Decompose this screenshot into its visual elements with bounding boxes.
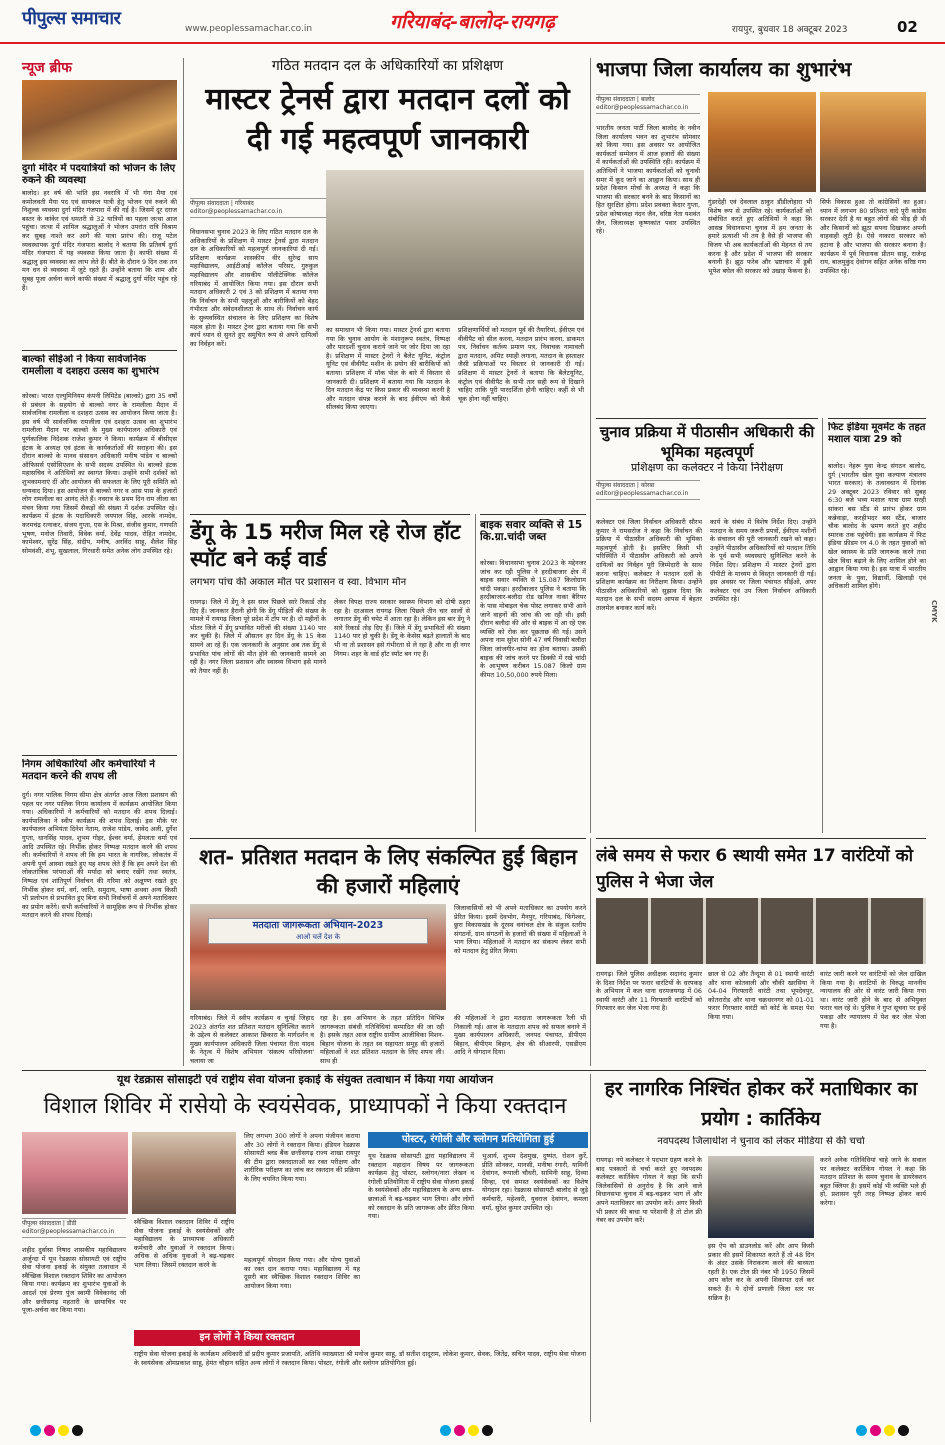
trainers-place: गरियाबंद <box>234 200 254 207</box>
black-dot <box>898 1425 909 1436</box>
donors-bar: इन लोगों ने किया रक्तदान <box>134 1330 360 1346</box>
dateline: रायपुर, बुधवार 18 अक्टूबर 2023 <box>732 25 848 35</box>
poster-col-1: यूथ रेडक्रास सोसायटी द्वारा महाविद्यालय में रक्तदान महादान विषय पर जागरूकता कार्यक्रम हेतु पोस्टर, स्लोगन/नारा लेखन व रंगोली प्रतियोगिता में राष्ट्रीय सेवा योजना इकाई के स्वयंसेवकों और महाविद्यालय के अन्य छात्र-छात्राओं ने बढ़-चढ़कर भाग लिया। और लोगों को रक्तदान के प्रति जागरूक और प्रेरित किया गया। <box>368 1152 474 1221</box>
magenta-dot <box>44 1425 55 1436</box>
trainers-col-2: का समाधान भी किया गया। मास्टर ट्रेनर्स द्वारा बताया गया कि चुनाव आयोग के मंशानुरूप स्वतंत्र, निष्पक्ष और पारदर्शी चुनाव कराये जाने पर जोर दिया जा रहा है। प्रशिक्षण में मास्टर ट्रेनरों ने बैलेट यूनिट, कंट्रोल यूनिट एवं वीवीपैट मशीन के प्रयोग की बारीकियों को बताया। प्रशिक्षण में मॉक पोल के बारे में विस्तार से जानकारी दी। प्रशिक्षण में बताया गया कि मतदान के दिन मतदान केंद्र पर किस प्रकार की व्यवस्था करनी है और मतदान संपन्न कराने के बाद ईवीएम को कैसे सीलबंद किया जाएगा। <box>326 326 450 412</box>
cmyk-mark-center <box>440 1425 496 1436</box>
warrants-col-2: छाल से 02 और तैन्दूमा से 01 स्थायी वारंटी और थाना कोतवाली और चौकी खरसिया ने 04-04 गिरफ्तारी वारंटी तथा भूपदेवपुर, कोतरारोड और थाना चक्रधरनगर को 01-01 फरार गिरफ्तार वारंटी को कोर्ट के समक्ष पेश किया गया। <box>708 970 814 1021</box>
website: www.peoplessamachar.co.in <box>185 24 313 34</box>
masthead-rule <box>0 42 945 44</box>
blood-col-4: महत्वपूर्ण योगदान किया गया। और योग्य युवाओं का रक्त दान कराया गया। महाविद्यालय में यह दूसरी बार स्वैच्छिक विशाल रक्तदान शिविर का आयोजन किया गया। <box>244 1256 360 1290</box>
women-warrants-rule <box>590 838 591 1066</box>
warrants-photo-strip <box>596 898 926 964</box>
yellow-dot <box>58 1425 69 1436</box>
presiding-place: कोरबा <box>640 482 655 489</box>
bike-text: कोरबा। विधानसभा चुनाव 2023 के मद्देनजर जांच कर रही पुलिस ने हरदीबाजार क्षेत्र में बाइक सवार व्यक्ति से 15.087 किलोग्राम चांदी पकड़ा। हरदीबाजार पुलिस ने बताया कि हरदीबाजार-बलौदा रोड खनिज नाका बैरियर के पास मोबाइल चेक पोस्ट लगाकर सभी आने जाने वाहनों की जांच की जा रही थी। इसी दौरान बलौदा की ओर से बाइक में आ रहे एक व्यक्ति को रोक कर पूछताछ की गई। उसने अपना नाम सुरेश सोनी 47 वर्ष निवासी बलौदा जिला जांजगीर-चांपा का होना बताया। उसकी बाइक की जांच करने पर डिक्की में रखे चांदी के आभूषण करीबन 15.087 किलो ग्राम कीमत 10,50,000 रुपये मिला। <box>480 559 586 679</box>
blood-col-2: स्वैच्छिक विशाल रक्तदान शिविर में राष्ट्रीय सेवा योजना इकाई के स्वयंसेवकों और महाविद्यालय के प्राध्यापक अधिकारी कर्मचारी और युवाओं ने रक्तदान किया। अधिक से अधिक युवाओं ने बढ़-चढ़कर भाग लिया। जिसमें रक्तदान करने के <box>134 1218 234 1269</box>
story-trainers <box>190 58 585 508</box>
bjp-col-2: गुंडरदेही एवं देवलाल ठाकुर डौंडीलोहारा भी विशेष रूप से उपस्थित रहे। कार्यकर्ताओं को संबोधित करते हुए अतिथियों ने कहा कि आसन्न विधानसभा चुनाव में हम जनता के हमारे प्रत्याशी भी तय है वैसे ही भाजपा की विजय भी अब कार्यकर्ताओं की मेहनत से तय करना है और प्रदेश में भाजपा की सरकार बनानी है। झूठ फरेब और भ्रष्टाचार में डूबी भूपेश बघेल की सरकार को उखाड़ फेंकना है। <box>708 198 812 275</box>
blood-headline: विशाल शिविर में रासेयो के स्वयंसेवक, प्राध्यापकों ने किया रक्तदान <box>43 1094 567 1119</box>
fitindia-text: बालोद। नेहरू युवा केन्द्र संगठन बालोद, दुर्ग (भारतीय खेल युवा कल्याण मंत्रालय भारत सरकार) के तत्वावधान में दिनांक 29 अक्टूबर 2023 रविवार को सुबह 6:30 बजे भव्य मशाल यात्रा ग्राम सरही सांकरा बस स्टैंड से प्रारंभ होकर ग्राम कन्नेवाड़ा, करहीभदर बस स्टैंड, बाजार चौक बालोद के भ्रमण करते हुए शहीद स्मारक तक पहुंचेगी। इस कार्यक्रम में फिट इंडिया फ्रीडम रन 4.0 के तहत युवाओं को खेल स्वास्थ्य के प्रति जागरूक करने तथा खेल विधा बढ़ाने के लिए शामिल होने का आह्वान किया गया है। इस यात्रा में भारतीय जनता के युवा, विद्यार्थी, खिलाड़ी एवं अधिकारी शामिल होंगे। <box>828 462 926 591</box>
story-warrants <box>596 838 926 1066</box>
black-dot <box>72 1425 83 1436</box>
women-top-rule <box>190 838 586 839</box>
blood-collector-rule <box>590 1074 591 1422</box>
cmyk-mark-right <box>856 1425 912 1436</box>
presiding-top-rule <box>596 418 818 419</box>
logo-text: पीपुल्स समाचार <box>22 8 121 29</box>
trainers-col-1: विधानसभा चुनाव 2023 के लिए गठित मतदान दल के अधिकारियों के प्रशिक्षण में मास्टर ट्रेनर्स द्वारा मतदान दल के अधिकारियों को महत्वपूर्ण जानकारियां दी गई। प्रशिक्षण कार्यक्रम शासकीय वीर सुरेन्द्र साय महाविद्यालय, आईटीआई कॉलेज परिसर, गुरुकुल महाविद्यालय और शासकीय पॉलीटेक्निक कॉलेज गरियाबंद में आयोजित किया गया। इस दौरान सभी मतदान अधिकारी 2 एवं 3 को प्रशिक्षण में बताया गया कि निर्वाचन के सभी पहलुओं और बारीकियों को बेहद गंभीरता और संवेदनशीलता के साथ लें। निर्वाचन कार्य के सुव्यवस्थित संचालन के लिए प्रशिक्षण का विशेष महत्व होता है। मास्टर ट्रेनर द्वारा बताया गया कि सभी कार्य ध्यान से सुनते हुए समुचित रूप से अपने दायित्वों का निर्वहन करें। <box>190 228 318 348</box>
bjp-photo-2 <box>820 92 926 192</box>
collector-col-2: इस ऐप को डाउनलोड करें और आप किसी प्रकार की इसमें शिकायत करते हैं तो 48 दिन के अंदर उसके निराकरण करने की बाध्यता रहती है। एक टोल फ्री नंबर भी 1950 जिसमें आप कॉल कर के अपनी शिकायत दर्ज कर सकते हैं। ये दोनों प्रणाली जिला स्तर पर सक्रिय है। <box>708 1242 814 1302</box>
dengue-subhead: लगभग पांच की अकाल मौत पर प्रशासन व स्वा. विभाग मौन <box>190 577 407 588</box>
bjp-col-3: सिर्फ विकास हुआ तो कांग्रेसियों का हुआ। ध्यान में लगभग 80 प्रतिशत वादे पूरी कांग्रेस सरकार देती है या बहुत लोगों की भीड़ ही थी और किसानों को झूठा सपना दिखाकर अपनी वाहवाही लूटी है। ऐसे नाकारा सरकार को हटाना है और भाजपा की सरकार बनाना है। कार्यक्रम में पूर्व विधायक प्रीतम साहू, राजेन्द्र राय, बालमुकुंद देवांगन सहित अनेक वरिष्ठ गण उपस्थित रहे। <box>820 198 926 275</box>
story-bjp <box>596 58 926 413</box>
right-column-rule <box>822 418 823 833</box>
cyan-dot <box>440 1425 451 1436</box>
black-dot <box>482 1425 493 1436</box>
page-number: 02 <box>897 18 918 36</box>
collector-headline: हर नागरिक निश्चिंत होकर करें मताधिकार का प्रयोग : कार्तिकेय <box>604 1078 918 1130</box>
trainers-email: editor@peoplessamachar.co.in <box>190 208 283 215</box>
blood-photo-2 <box>132 1132 236 1214</box>
news-brief-label: न्यूज ब्रीफ <box>22 60 72 76</box>
women-photo <box>190 904 446 1010</box>
blood-byline: पीपुल्स संवाददाता | डौंडी editor@peoplessamachar.co.in <box>22 1218 126 1238</box>
warrants-headline: लंबे समय से फरार 6 स्थायी समेत 17 वारंटियों को पुलिस ने भेजा जेल <box>596 846 914 892</box>
bjp-photo-1 <box>708 92 816 192</box>
left-column-rule <box>183 58 184 1066</box>
cmyk-side-label: CMYK <box>930 600 938 623</box>
story-blood <box>22 1074 588 1422</box>
bjp-email: editor@peoplessamachar.co.in <box>596 104 689 111</box>
story-bike <box>480 514 586 832</box>
presiding-col-1: कलेक्टर एवं जिला निर्वाचन अधिकारी सौरभ कुमार ने रामसरोज ने कहा कि निर्वाचन की प्रक्रिया में पीठासीन अधिकारी की भूमिका महत्वपूर्ण होती है। इसलिए किसी भी परिस्थिति में पीठासीन अधिकारी को अपने दायित्वों का निर्वहन पूरी जिम्मेदारी के साथ करना चाहिए। कलेक्टर ने मतदान दलों के प्रशिक्षण कार्यक्रम का निरीक्षण किया। उन्होंने पीठासीन अधिकारियों को सुझाव दिया कि मतदान दल के सभी सदस्य आपस में बेहतर तालमेल बनाकर कार्य करें। <box>596 518 702 612</box>
dengue-col-1: रायगढ़। जिले में डेंगू ने इस साल पिछले सारे रिकार्ड तोड़ दिए हैं। जानकार हैरानी होगी कि डेंगू पीड़ितों की संख्या के मामले में रायगढ़ जिला पूरे प्रदेश में टॉप पर है। दो महीनों के भीतर जिले में डेंगू प्रभावित मरीजों की संख्या 1140 पार कर चुकी है। जिले में औसतन हर दिन डेंगू के 15 केस सामने आ रहे हैं। एक जानकारी के अनुसार अब तक डेंगू से प्रभावित पांच लोगों की मौत होने की जानकारी सामने आ रही है। नगर जिला प्रशासन और स्वास्थ्य विभाग इसे मानने को तैयार नहीं हैं। <box>190 598 326 675</box>
news-brief-column <box>22 58 177 1066</box>
warrants-top-rule <box>596 838 926 839</box>
warrants-col-3: वारंट जारी करने पर वारंटियों को जेल दाखिल किया गया है। वारंटियों के विरुद्ध माननीय न्यायालय की ओर से वारंट जारी किया गया था। वारंट जारी होने के बाद से अभियुक्त फरार चल रहे थे। पुलिस ने गुप्त सूचना पर इन्हें पकड़ा और न्यायालय में पेश कर जेल भेजा गया है। <box>820 970 926 1030</box>
trainers-photo <box>326 170 584 320</box>
women-col-3: जिलावासियों को भी अपने मताधिकार का उपयोग करने प्रेरित किया। इसमें देवभोग, मैनपुर, गरियाबंद, फिंगेश्वर, छुरा विकासखंड के दूरस्थ वनांचल क्षेत्र के संकुल स्तरीय संगठनों, ग्राम संगठनों के हजारों की संख्या में महिलाओं ने भाग लिया। महिलाओं ने मतदान का संकल्प लेकर सभी को मतदान हेतु प्रेरित किया। <box>454 904 586 955</box>
center-column-rule <box>590 58 591 833</box>
cyan-dot <box>856 1425 867 1436</box>
story-collector <box>596 1074 926 1422</box>
women-banner-text: मतदाता जागरूकता अभियान-2023 <box>252 920 384 931</box>
blood-email: editor@peoplessamachar.co.in <box>22 1228 115 1235</box>
women-col-4: की महिलाओं ने द्वारा मतदाता जागरूकता रैली भी निकाली गई। आज के मतदाता शपथ को सफल बनाने में मुख्य कार्यपालन अधिकारी, जनपद पंचायत, डीपीएम बिहान, बीपीएम बिहान, क्षेत्र की सीआरपी, एसडीएम आदि ने योगदान दिया। <box>454 1014 586 1057</box>
trainers-byline: पीपुल्स संवाददाता | गरियाबंद editor@peoplessamachar.co.in <box>190 198 370 218</box>
magenta-dot <box>454 1425 465 1436</box>
story-presiding <box>596 418 818 833</box>
bjp-byline: पीपुल्स संवाददाता | बालोद editor@peoplessamachar.co.in <box>596 94 700 114</box>
trainers-headline: मास्टर ट्रेनर्स द्वारा मतदान दलों को दी गई महत्वपूर्ण जानकारी <box>205 82 570 157</box>
blood-photo-1 <box>22 1132 128 1214</box>
brief-headline-3: निगम अधिकारियों और कर्मचारियों ने मतदान करने की शपथ ली <box>22 759 155 782</box>
bjp-headline: भाजपा जिला कार्यालय का शुभारंभ <box>596 58 852 81</box>
regions-text: गरियाबंद-बालोद-रायगढ़ <box>390 11 555 33</box>
poster-bar: पोस्टर, रंगोली और स्लोगन प्रतियोगिता हुई <box>368 1132 588 1148</box>
bjp-bureau: पीपुल्स संवाददाता <box>596 96 635 103</box>
women-col-2: रहा है। इस अभियान के तहत प्रतिदिन विभिन्न जागरूकता संबंधी गतिविधियां सम्पादित की जा रही है। इसके तहत आज राष्ट्रीय ग्रामीण आजीविका मिशन-बिहान योजना के तहत स्व सहायता समूह की हजारों महिलाओं ने शत प्रतिशत मतदान के लिए शपथ ली। साथ ही <box>320 1014 444 1065</box>
trainers-bureau: पीपुल्स संवाददाता <box>190 200 229 207</box>
blood-col-1: शहीद दुर्वासा निषाद शासकीय महाविद्यालय अर्जुन्दा में यूथ रेडक्रास सोसायटी एवं राष्ट्रीय सेवा योजना इकाई के संयुक्त तत्वाधान में स्वैच्छिक विशाल रक्तदान शिविर का आयोजन किया गया। कार्यक्रम का शुभारंभ युवाओं के आदर्श एवं प्रेरणा पुंज स्वामी विवेकानंद जी और छत्तीसगढ़ महतारी के छायाचित्र पर पूजा-अर्चना कर किया गया। <box>22 1246 126 1315</box>
page-section-rule <box>22 1070 926 1071</box>
presiding-col-2: कार्य के संबंध में विशेष निर्देश दिए। उन्होंने मतदान के समय जरूरी प्रपत्रों, ईवीएम मशीनों के संचालन की पूरी जानकारी रखने को कहा। उन्होंने पीठासीन अधिकारियों को मतदान तिथि के पूर्व सभी व्यवस्थाएं सुनिश्चित करने के निर्देश दिए। प्रशिक्षण में मास्टर ट्रेनरों द्वारा पीपीटी के माध्यम से विस्तृत जानकारी दी गई। इस अवसर पर जिला पंचायत सीईओ, अपर कलेक्टर एवं उप जिला निर्वाचन अधिकारी उपस्थित रहे। <box>710 518 816 604</box>
women-banner-sub: आओ चलें देश के <box>295 933 341 941</box>
magenta-dot <box>870 1425 881 1436</box>
trainers-col-3: प्रशिक्षणार्थियों को मतदान पूर्व की तैयारियां, ईवीएम एवं वीवीपैट को सील करना, मतदान प्रारंभ करना, डाकमत पत्र, निर्वाचन कर्तव्य प्रमाण पत्र, निवाचक नामावली द्वारा मतदान, अमिट स्याही लगाना, मतदान के हस्ताक्षर जैसी प्रक्रियाओं पर विस्तार से जानकारी दी गई। प्रशिक्षण में मास्टर ट्रेनरों ने बताया कि बैलेटयूनिट, कंट्रोल एवं वीवीपैट के सभी तार सही रूप से दिखाने चाहिए ताकि पूरी पारदर्शिता होनी चाहिए। कहीं से भी चूक होना नहीं चाहिए। <box>458 326 584 403</box>
presiding-headline: चुनाव प्रक्रिया में पीठासीन अधिकारी की भूमिका महत्वपूर्ण <box>599 423 815 461</box>
logo <box>22 6 172 36</box>
fitindia-top-rule <box>828 418 926 419</box>
presiding-bureau: पीपुल्स संवाददाता <box>596 482 635 489</box>
yellow-dot <box>468 1425 479 1436</box>
masthead <box>0 0 945 44</box>
brief-headline-1: दुर्गा मंदिर में पदयात्रियों को भोजन के लिए रुकने की व्यवस्था <box>22 163 176 186</box>
yellow-dot <box>884 1425 895 1436</box>
cmyk-mark-left <box>30 1425 86 1436</box>
dengue-bike-rule <box>475 514 476 832</box>
brief-divider-2 <box>22 755 177 756</box>
brief-headline-2: बाल्को सीईओ ने किया सार्वजनिक रामलीला व दशहरा उत्सव का शुभारंभ <box>22 354 159 377</box>
collector-subhead: नवपदस्थ जिलाधीश ने चुनाव को लेकर मीडिया से की चर्चा <box>657 1136 865 1147</box>
fitindia-headline: फिट इंडिया मूवमेंट के तहत मशाल यात्रा 29 को <box>828 422 926 445</box>
brief-text-2: कोरबा। भारत एल्युमिनियम कंपनी लिमिटेड (बाल्को) द्वारा 35 वर्षों से प्रबंधन के सहयोग से बाल्को नगर के रामलीला मैदान में सार्वजनिक रामलीला व दशहरा उत्सव का आयोजन किया जाता है। इस वर्ष भी सार्वजनिक रामलीला एवं दशहरा उत्सव का शुभारंभ रामलीला मैदान पर बाल्को के मुख्य कार्यपालन अधिकारी एवं पूर्णकालिक निदेशक राजेश कुमार ने किया। कार्यक्रम में बीसीएस इंटक के अध्यक्ष एवं इंटक के कार्यकर्ताओं की सराहना की। इस दौरान बाल्को के मानव संसाधन अधिकारी मनीष पांडेय व बाल्को ऑफिसर्स एसोसिएशन के सभी सदस्य उपस्थित थे। बाल्को इंटक महासचिव ने अतिथियों का स्वागत किया। उन्होंने सभी दर्शकों को शुभकामनाएं दीं और आयोजन की सफलता के लिए पूरी समिति को धन्यवाद दिया। इस आयोजन से बाल्को नगर व आस पास के हजारों लोग रामलीला का आनंद लेते हैं। नवरात्र के प्रथम दिन राम लीला का मंचन किया गया जिसमें सैकड़ों की संख्या में दर्शक उपस्थित रहे। कार्यक्रम में इंटक के पदाधिकारी जयपाल सिंह, आरके नामदेव, करमचंद्र रत्नाकर, संजय गुप्ता, एस के मिश्रा, संजीव कुमार, गणपति भूषण, मनोज तिवारी, विवेक वर्मा, देवेंद्र यादव, रोहित नामदेव, कामेश्वर, सुरेंद्र सिंह, संदीप, मनीष, अरविंद साहू, शैलेश सिंह सोमवंशी, शंभू, सुखलाल, गिरधारी समेत अनेक लोग उपस्थित रहे। <box>22 392 177 555</box>
women-banner <box>208 918 428 944</box>
presiding-email: editor@peoplessamachar.co.in <box>596 490 689 497</box>
blood-bureau: पीपुल्स संवाददाता <box>22 1220 61 1227</box>
regions-banner <box>390 8 620 34</box>
presiding-subhead: प्रशिक्षण का कलेक्टर ने किया निरीक्षण <box>631 462 783 474</box>
collector-col-1: रायगढ़। नये कलेक्टर ने पदभार ग्रहण करने के बाद पत्रकारों से चर्चा करते हुए नवपदस्थ कलेक्टर कार्तिकेय गोयल ने कहा कि सभी जिलेवासियों से अनुरोध है कि आने वाले विधानसभा चुनाव में बढ़-चढ़कर भाग लें और अपने मताधिकार का उपयोग करें। अगर किसी भी प्रकार की बाधा या परेशानी है तो टोल फ्री नंबर का उपयोग करें। <box>596 1156 702 1225</box>
dengue-col-2: लेकर विपक्ष राज्य सरकार स्वास्थ्य विभाग को दोषी ठहरा रहा है। दरअसल रायगढ़ जिला पिछले तीन चार सालों से लगातार डेंगू की चपेट में आता रहा है। लेकिन इस बार डेंगू ने सारे रिकार्ड तोड़ दिए हैं। जिले में डेंगू प्रभावितों की संख्या 1140 पार हो चुकी है। डेंगू के केसेस बढ़ते हालातों के बाद भी ना तो प्रशासन इसे गंभीरता से ले रहा है और ना ही नगर निगम। शहर के वार्ड हॉट स्पॉट बन गए हैं। <box>334 598 470 658</box>
blood-col-3: लिए लगभग 300 लोगों ने अपना पंजीयन कराया और 30 लोगों ने रक्तदान किया। इंडियन रेडक्रास सोसायटी ब्लड बैंक छत्तीसगढ़ राज्य शाखा रायपुर की टीम द्वारा रक्तदाताओं का रक्त परीक्षण और शारीरिक परीक्षण का जांच कर रक्तदान की प्रक्रिया के लिए चयनित किया गया। <box>244 1132 360 1183</box>
blood-place: डौंडी <box>66 1220 77 1227</box>
women-col-1: गरियाबंद। जिले में स्वीप कार्यक्रम व चुनई जिहाद 2023 अंतर्गत शत प्रतिशत मतदान सुनिश्चित कराने के उद्देश्य से कलेक्टर आकाश छिकारा के मार्गदर्शन व मुख्य कार्यपालन अधिकारी जिला पंचायत रीता यादव के नेतृत्व में विशेष अभियान 'संकल्प परियोजना' चलाया जा <box>190 1014 314 1065</box>
poster-col-2: भुआर्य, शुभम देशमुख, दुष्यंत, रोशन कुर्रे, प्रीति सोनकर, मानसी, मनीषा रंगारी, यामिनी देवांगन, रूपाली चौधरी, सामिनी साहू, दिव्या सिन्हा, एवं समस्त स्वयंसेवकों का विशेष योगदान रहा। रेडक्रास सोसायटी बालोद से जुड़े कर्मचारी, महेश्वरी, युवराज देवांगन, कमला वर्मा, सुरेश कुमार उपस्थित रहे। <box>482 1152 588 1212</box>
blood-kicker: यूथ रेडक्रास सोसाइटी एवं राष्ट्रीय सेवा योजना इकाई के संयुक्त तत्वाधान में किया गया आयोजन <box>116 1074 494 1086</box>
brief-divider-1 <box>22 350 177 351</box>
brief-text-1: बालोद। हर वर्ष की भांति इस नवरात्रि में भी गंगा मैया एवं कमोलवती मैया पद एवं सायकल यात्री हेतु भोजन एवं रुकने की निशुल्क व्यवस्था दुर्गा मंदिर गंजपारा में की गई है। जिसमें दूर दराज बस्तर के कांकेर एवं धमतरी से 32 यात्रियों का पहला जत्था आज पहुंचा। जत्था में शामिल श्रद्धालुओं ने भोजन उपरांत रात्रि विश्राम कर सुबह नाश्ते कर आगे की यात्रा प्रारंभ की। राजू पटेल व्यवस्थापक दुर्गा मंदिर गंजपारा बालोद ने बताया कि प्रतिवर्ष दुर्गा मंदिर गंजपारा में यह व्यवस्था किया जाता है। काफी संख्या में श्रद्धालु इस व्यवस्था का लाभ लेते हैं। बीते के दौरान 9 दिन तक तन मन धन से व्यवस्था में जुटे रहते हैं। उन्होंने बताया कि शाम और सुबह पूजा अर्चना करने काफी संख्या में श्रद्धालु दुर्गा मंदिर पहुंच रहे हैं। <box>22 189 177 292</box>
bjp-col-1: भारतीय जनता पार्टी जिला बालोद के नवीन जिला कार्यालय भवन का शुभारंभ सोमवार को किया गया। इस अवसर पर आयोजित कार्यकर्ता सम्मेलन में आज हजारों की संख्या में कार्यकर्ताओं की उपस्थिति रही। कार्यक्रम में अतिथियों ने भाजपा कार्यकर्ताओं को चुनावी समर में कूद जाने का आह्वान किया। साथ ही प्रदेश किसान मोर्चा के अध्यक्ष ने कहा कि भाजपा की सरकार बनने के बाद किसानों का हित सुरक्षित होगा। प्रदेश प्रवक्ता केदार गुप्ता, प्रदेश कोषाध्यक्ष नंदन जैन, वरिष्ठ नेता यशवंत जैन, जिलाध्यक्ष कृष्णकांत पवार उपस्थित रहे। <box>596 124 700 236</box>
trainers-kicker: गठित मतदान दल के अधिकारियों का प्रशिक्षण <box>271 58 504 74</box>
warrants-col-1: रायगढ़। जिले पुलिस अधीक्षक सदानंद कुमार के दिशा निर्देश पर फरार वारंटियों के धरपकड़ के अभियान में कल थाना धरमजयगढ़ में 06 स्थायी वारंटी और 11 गिरफ्तारी वारंटियों को गिरफ्तार कर जेल भेजा गया है। <box>596 970 702 1013</box>
dengue-top-rule <box>190 514 470 515</box>
bike-top-rule <box>480 514 586 515</box>
story-women <box>190 838 586 1066</box>
donors-text: राष्ट्रीय सेवा योजना इकाई के कार्यक्रम अधिकारी डॉ प्रदीप कुमार प्रजापति, अतिथि व्याख्याता श्री मनोज कुमार साहू, डॉ सतीश दादूराम, लोकेश कुमार, सेवक, जितेंद्र, सचिन यादव, राष्ट्रीय सेवा योजना के स्वयंसेवक ओमप्रकाश साहू, हेमंत चौहान सहित अन्य लोगों ने रक्तदान किया। पोस्टर, रंगोली और स्लोगन प्रतियोगिता हुई। <box>134 1350 586 1367</box>
bjp-place: बालोद <box>640 96 655 103</box>
bike-headline: बाइक सवार व्यक्ति से 15 कि.ग्रा.चांदी जब्त <box>480 519 583 544</box>
dengue-headline: डेंगू के 15 मरीज मिल रहे रोज हॉट स्पॉट बने कई वार्ड <box>190 520 461 571</box>
story-fitindia <box>828 418 926 833</box>
collector-col-3: करने अनेक गतिविधियां चाहे जाने के सवाल पर कलेक्टर कार्तिकेय गोयल ने कहा कि मतदान प्रतिशत के समय चुनाव के डायरेक्शन बहुत क्लियर है। इसमें कोई भी व्यक्ति भले ही हो, प्रशासन पूरी तरह निष्पक्ष होकर कार्य करेगा। <box>820 1156 926 1207</box>
story-dengue <box>190 514 470 832</box>
cyan-dot <box>30 1425 41 1436</box>
collector-photo <box>708 1156 814 1238</box>
brief-photo-1 <box>22 80 177 160</box>
brief-text-3: दुर्ग। नगर पालिक निगम सीमा क्षेत्र अंतर्गत आज जिला प्रशासन की पहल पर नगर पालिक निगम कार्यालय में कार्यक्रम आयोजित किया गया। अधिकारियों ने कर्मचारियों को मतदान की शपथ दिलाई। कार्यपालिका ने स्वीप कार्यक्रम की शपथ दिलाई। इस मौके पर कार्यपालन अभियंता दिनेश नेताम, राजेश पांडेय, जावेद अली, दुर्गेश गुप्ता, धानसिंह यादव, शुभम गोइर, ईश्वर वर्मा, हेमलता वर्मा एवं आदि उपस्थित रहे। निर्भीक होकर निष्पक्ष मतदान करने की शपथ ली। कर्मचारियों ने शपथ ली कि हम भारत के नागरिक, लोकतंत्र में अपनी पूर्ण आस्था रखते हुए यह शपथ लेते हैं कि हम अपने देश की लोकतांत्रिक परंपराओं की मर्यादा को बनाए रखेंगे तथा स्वतंत्र, निष्पक्ष एवं शांतिपूर्ण निर्वाचन की गरिमा को अक्षुण्ण रखते हुए निर्भीक होकर धर्म, वर्ग, जाति, समुदाय, भाषा अथवा अन्य किसी भी प्रलोभन से प्रभावित हुए बिना सभी निर्वाचनों में अपने मताधिकार का प्रयोग करेंगे। सभी कर्मचारियों ने सामूहिक रूप से निर्भीक होकर मतदान करने की शपथ दिलाई। <box>22 791 177 920</box>
women-headline: शत- प्रतिशत मतदान के लिए संकल्पित हुईं बिहान की हजारों महिलाएं <box>199 845 577 898</box>
presiding-byline: पीपुल्स संवाददाता | कोरबा editor@peoplessamachar.co.in <box>596 480 700 500</box>
